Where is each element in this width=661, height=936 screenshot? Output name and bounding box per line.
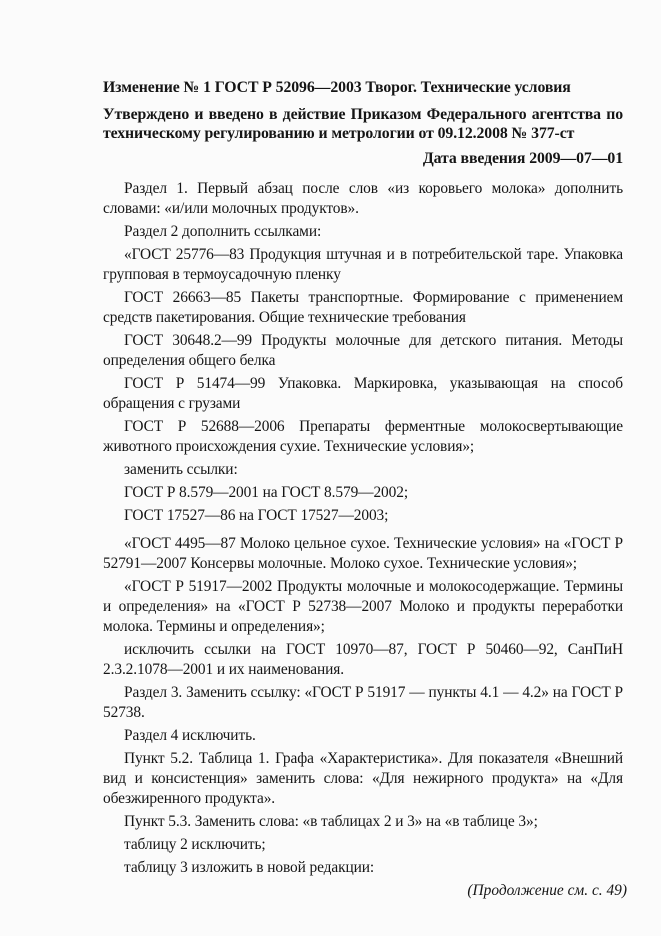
- effective-date: Дата введения 2009—07—01: [422, 150, 623, 167]
- paragraph: исключить ссылки на ГОСТ 10970—87, ГОСТ Р 50460—92, СанПиН 2.3.2.1078—2001 и их наименования.: [103, 641, 623, 678]
- paragraph: Раздел 2 дополнить ссылками:: [124, 223, 322, 240]
- paragraph: ГОСТ 17527—86 на ГОСТ 17527—2003;: [124, 507, 389, 524]
- paragraph: ГОСТ 30648.2—99 Продукты молочные для детского питания. Методы определения общего белка: [103, 332, 623, 369]
- paragraph: Раздел 3. Заменить ссылку: «ГОСТ Р 51917 — пункты 4.1 — 4.2» на ГОСТ Р 52738.: [103, 684, 623, 721]
- paragraph: Раздел 1. Первый абзац после слов «из коровьего молока» дополнить словами: «и/или молочных продуктов».: [103, 180, 623, 217]
- paragraph: Пункт 5.3. Заменить слова: «в таблицах 2 и 3» на «в таблице 3»;: [124, 813, 538, 830]
- continuation-note: (Продолжение см. с. 49): [467, 882, 627, 899]
- paragraph: Пункт 5.2. Таблица 1. Графа «Характеристика». Для показателя «Внешний вид и консистенция» заменить слова: «Для нежирного продукта» на «Для обезжиренного продукта».: [103, 750, 623, 807]
- paragraph: ГОСТ Р 52688—2006 Препараты ферментные молокосвертывающие животного происхождения сухие. Технические условия»;: [103, 418, 623, 455]
- paragraph: «ГОСТ Р 51917—2002 Продукты молочные и молокосодержащие. Термины и определения» на «ГОСТ Р 52738—2007 Молоко и продукты переработки молока. Термины и определения»;: [103, 578, 623, 635]
- paragraph: таблицу 2 исключить;: [124, 836, 266, 853]
- approval-statement: Утверждено и введено в действие Приказом Федерального агентства по техническому регулированию и метрологии от 09.12.2008 № 377-ст: [103, 106, 623, 142]
- paragraph: ГОСТ Р 51474—99 Упаковка. Маркировка, указывающая на способ обращения с грузами: [103, 375, 623, 412]
- paragraph: таблицу 3 изложить в новой редакции:: [124, 859, 375, 876]
- paragraph: Раздел 4 исключить.: [124, 727, 256, 744]
- paragraph: заменить ссылки:: [124, 461, 238, 478]
- paragraph: «ГОСТ 4495—87 Молоко цельное сухое. Технические условия» на «ГОСТ Р 52791—2007 Консервы молочные. Молоко сухое. Технические условия»;: [103, 535, 623, 572]
- document-body: [103, 179, 623, 881]
- paragraph: ГОСТ 26663—85 Пакеты транспортные. Формирование с применением средств пакетирования. Общие технические требования: [103, 289, 623, 326]
- amendment-title: Изменение № 1 ГОСТ Р 52096—2003 Творог. Технические условия: [103, 79, 571, 96]
- document-header: [103, 78, 623, 168]
- paragraph: «ГОСТ 25776—83 Продукция штучная и в потребительской таре. Упаковка групповая в термоусадочную пленку: [103, 246, 623, 283]
- paragraph: ГОСТ Р 8.579—2001 на ГОСТ 8.579—2002;: [124, 484, 409, 501]
